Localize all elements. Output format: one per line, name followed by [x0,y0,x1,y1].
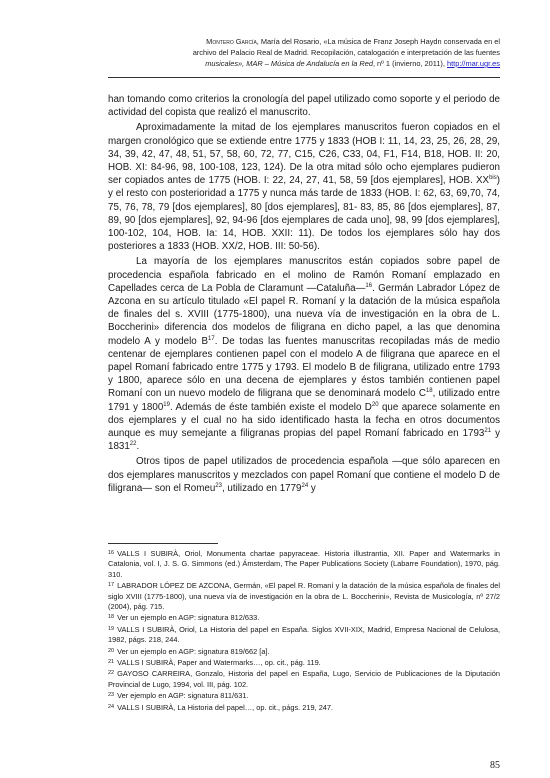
footnote-number: 18 [108,614,115,621]
footnote [108,548,500,580]
p3-c: . De todas las fuentes manuscritas recopiladas más de medio centenar de ejemplares contienen papel con el modelo A de filigrana que aparece en el papel Romaní fabricado entre 1775 y 1793. El modelo B de filigrana, utilizado entre 1793 y 1800, aparece sólo en una decena de ejemplares y éstos también contienen papel Romaní con un nuevo modelo de filigrana que se denominará modelo C [108,335,500,400]
p4-b: , utilizado en 1779 [221,482,302,494]
header-line-3-suffix: , nº 1 (invierno, 2011), [372,59,447,68]
p4-a: Otros tipos de papel utilizados de procedencia española —que sólo aparecen en dos ejemplares manuscritos y mezclados con papel Romaní que contiene el modelo D de filigrana— son el Romeu [108,456,500,494]
header-line-2: archivo del Palacio Real de Madrid. Recopilación, catalogación e interpretación de las fuentes [192,48,500,57]
footnote [108,646,500,657]
paragraph-3 [108,255,500,453]
footnote-ref-19[interactable]: 19 [163,401,170,408]
paragraph-4 [108,455,500,495]
footnote-text: VALLS I SUBIRÀ, Paper and Watermarks…, op. cit., pág. 119. [117,658,321,668]
footnote-number: 22 [108,670,115,677]
footnote [108,657,500,668]
footnote-text: VALLS I SUBIRÀ, Oriol, Monumenta chartae papyraceae. Historia illustrantia, XII. Paper and Watermarks in Catalonia, vol. I, J. S. G. Simmons (ed.) Ámsterdam, The Paper Publications Society (Labarre Foundation), 1970, pág. 310. [108,549,500,579]
p3-a: La mayoría de los ejemplares manuscritos están copiados sobre papel de procedencia española fabricado en el molino de Ramón Romaní emplazado en Capellades cerca de La Pobla de Claramunt —Cataluña— [108,256,500,294]
paragraph-2 [108,121,500,253]
paragraph-2-tail: ) y el resto con posterioridad a 1775 y nunca más tarde de 1833 (HOB. I: 62, 63, 69,70, 74, 75, 76, 78, 79 [dos ejemplares], 80 [dos ejemplares], 81- 83, 85, 86 [dos ejemplares], 87, 89, 90 [dos ejemplares], 92, 94-96 [dos ejemplares de cada uno], 98, 99 [dos ejemplares], 100-102, 104, HOB. Ia: 14, HOB. XXII: 11). De todos los ejemplares sólo hay dos posteriores a 1833 (HOB. XX/2, HOB. III: 50-56). [108,175,500,253]
paragraph-1: han tomando como criterios la cronología del papel utilizado como soporte y el periodo de actividad del copista que realizó el manuscrito. [108,94,500,119]
p3-f: que aparece solamente en dos ejemplares y el cual no ha sido identificado hasta la fecha en otros documentos aunque es muy semejante a filigranas propias del papel Romaní fabricado en 1793 [108,401,500,440]
paragraph-2-sup: bis [489,175,497,182]
footnote-ref-16[interactable]: 16 [365,282,373,289]
footnote-number: 23 [108,692,115,699]
footnote-text: Ver un ejemplo en AGP: signatura 819/662 [a]. [117,646,270,656]
p3-h: . [136,441,140,453]
footnote-text: LABRADOR LÓPEZ DE AZCONA, Germán, «El papel R. Romaní y la datación de la música española de finales del siglo XVIII (1775-1800), una nueva vía de investigación en la obra de L. Boccherini», Revista de Musicología, nº 27/2 (2004), pág. 715. [108,581,500,612]
footnote-text: VALLS I SUBIRÀ, Oriol, La Historia del papel en España. Siglos XVII-XIX, Madrid, Empresa Nacional de Celulosa, 1982, págs. 218, 244. [108,624,500,645]
footnote-ref-18[interactable]: 18 [425,388,433,395]
footnotes [108,548,500,713]
running-header [108,36,500,69]
footnote-text: VALLS I SUBIRÀ, La Historia del papel…, op. cit., págs. 219, 247. [117,702,334,712]
footnote [108,612,500,623]
header-line-3-prefix: musicales», [205,59,247,68]
p3-b: . Germán Labrador López de Azcona en su artículo titulado «El papel R. Romaní y la datación de la música española de finales del s. XVIII (1775-1800), una nueva vía de investigación en la obra de L. Boccherini» diferencia dos modelos de filigrana en dicho papel, a las que denomina modelo A y modelo B [108,282,500,347]
footnote-ref-24[interactable]: 24 [301,482,309,489]
footnote-number: 19 [108,625,115,632]
footnote-text: Ver un ejemplo en AGP: signatura 812/633. [117,613,260,623]
footnote-ref-22[interactable]: 22 [129,441,137,448]
footnote-text: GAYOSO CARREIRA, Gonzalo, Historia del papel en España, Lugo, Servicio de Publicaciones de la Diputación Provincial de Lugo, 1994, vol. III, pág. 102. [108,669,500,689]
footnote-divider [108,543,218,544]
header-url-link[interactable]: http://mar.ugr.es [447,59,500,68]
p3-d: , utilizado entre 1791 y 1800 [108,388,500,413]
body-text [108,93,500,495]
p3-e: . Además de éste también existe el modelo D [169,401,372,413]
footnote-ref-20[interactable]: 20 [371,401,379,408]
paragraph-2-text: Aproximadamente la mitad de los ejemplares manuscritos fueron copiados en el margen cronológico que se extiende entre 1775 y 1833 (HOB I: 11, 14, 23, 25, 26, 28, 29, 34, 39, 42, 47, 48, 51, 57, 58, 60, 72, 77, C15, C26, C33, 04, F1, F14, B18, HOB. II: 20, HOB. XI: 84-96, 98, 100-108, 123, 124). De la otra mitad sólo ocho ejemplares pudieron ser copiados antes de 1775 (HOB. I: 22, 24, 27, 41, 58, 59 [dos ejemplares], HOB. XX [108,122,500,187]
header-author: Montero García [206,37,257,46]
footnote-ref-17[interactable]: 17 [208,335,215,342]
footnote [108,702,500,713]
footnote-text: Ver ejemplo en AGP: signatura 811/631. [117,691,249,701]
footnote-number: 17 [108,582,115,589]
header-line-1 [108,36,500,47]
header-journal: MAR – Música de Andalucía en la Red [246,59,373,68]
footnote [108,690,500,701]
header-line-1-rest: , María del Rosario, «La música de Franz Joseph Haydn conservada en el [256,37,500,46]
header-line-3 [108,58,500,69]
footnote [108,580,500,612]
footnote-number: 20 [108,647,115,654]
p4-c: y [308,482,316,494]
footnote-ref-21[interactable]: 21 [484,428,492,435]
footnote-ref-23[interactable]: 23 [215,482,222,489]
footnote-number: 24 [108,703,115,710]
footnote [108,624,500,646]
footnote [108,668,500,690]
p3-g: y 1831 [108,428,501,453]
header-divider [108,77,500,78]
page-number: 85 [490,760,500,771]
footnote-number: 16 [108,550,115,556]
footnote-number: 21 [108,659,115,666]
